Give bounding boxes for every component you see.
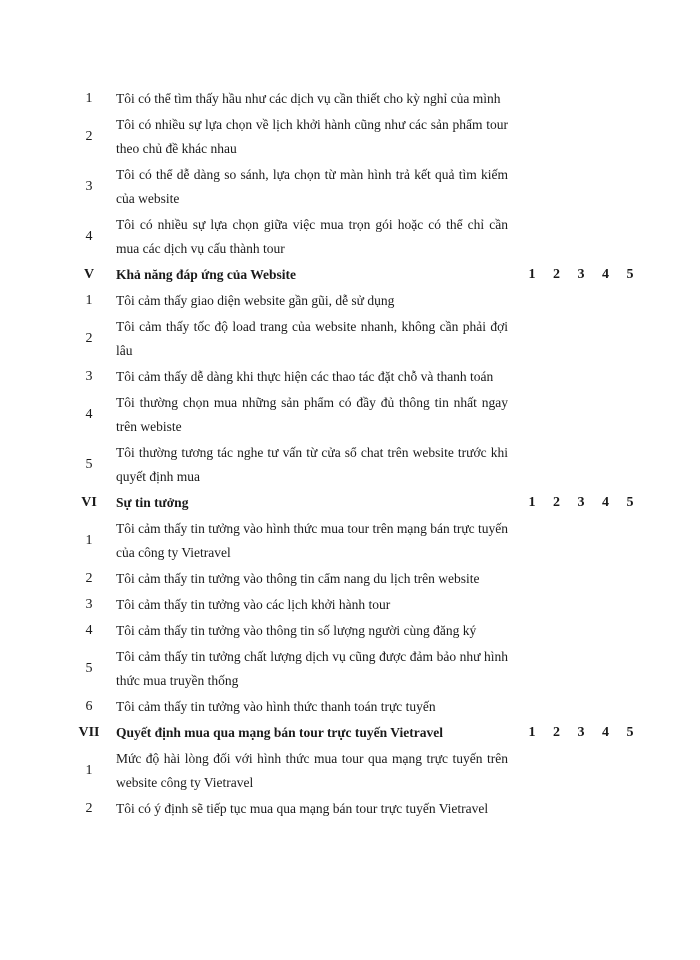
survey-item bbox=[62, 365, 642, 389]
item-statement: Tôi có thể tìm thấy hầu như các dịch vụ cần thiết cho kỳ nghỉ của mình bbox=[116, 91, 501, 106]
item-number: 5 bbox=[85, 457, 93, 472]
scale-value: 5 bbox=[626, 267, 634, 282]
item-statement: Tôi cảm thấy tin tưởng vào hình thức mua tour trên mạng bán trực tuyến của công ty Vietravel bbox=[116, 521, 508, 560]
section-header bbox=[62, 491, 642, 515]
survey-item bbox=[62, 87, 642, 111]
item-number: 2 bbox=[85, 129, 93, 144]
item-number: 2 bbox=[85, 571, 93, 586]
survey-document bbox=[62, 87, 642, 823]
item-statement: Tôi cảm thấy tốc độ load trang của website nhanh, không cần phải đợi lâu bbox=[116, 319, 508, 358]
survey-item bbox=[62, 289, 642, 313]
item-number: 3 bbox=[85, 597, 93, 612]
scale-value: 4 bbox=[602, 495, 609, 510]
item-number: 2 bbox=[85, 801, 93, 816]
item-number: 1 bbox=[85, 763, 93, 778]
survey-item bbox=[62, 113, 642, 161]
rating-scale bbox=[508, 495, 642, 511]
scale-value: 4 bbox=[602, 725, 609, 740]
item-statement: Tôi có thể dễ dàng so sánh, lựa chọn từ màn hình trả kết quả tìm kiếm của website bbox=[116, 167, 508, 206]
item-number: 6 bbox=[85, 699, 93, 714]
section-header bbox=[62, 263, 642, 287]
scale-value: 3 bbox=[577, 495, 585, 510]
item-statement: Tôi cảm thấy tin tưởng chất lượng dịch vụ cũng được đảm bảo như hình thức mua truyền thống bbox=[116, 649, 508, 688]
item-number: 4 bbox=[85, 623, 93, 638]
item-number: 2 bbox=[85, 331, 93, 346]
survey-item bbox=[62, 747, 642, 795]
item-statement: Tôi cảm thấy giao diện website gần gũi, dễ sử dụng bbox=[116, 293, 395, 308]
survey-item bbox=[62, 645, 642, 693]
item-number: 4 bbox=[85, 229, 93, 244]
item-statement: Tôi có nhiều sự lựa chọn về lịch khởi hành cũng như các sản phẩm tour theo chủ đề khác nhau bbox=[116, 117, 508, 156]
item-statement: Tôi cảm thấy tin tưởng vào các lịch khởi hành tour bbox=[116, 597, 391, 612]
rating-scale bbox=[508, 725, 642, 741]
section-header bbox=[62, 721, 642, 745]
item-number: 3 bbox=[85, 179, 93, 194]
rating-scale bbox=[508, 267, 642, 283]
item-statement: Tôi có ý định sẽ tiếp tục mua qua mạng bán tour trực tuyến Vietravel bbox=[116, 801, 489, 816]
section-numeral: V bbox=[83, 267, 95, 282]
scale-value: 4 bbox=[602, 267, 609, 282]
survey-item bbox=[62, 695, 642, 719]
section-numeral: VI bbox=[81, 495, 97, 510]
scale-value: 5 bbox=[626, 725, 634, 740]
survey-item bbox=[62, 315, 642, 363]
survey-item bbox=[62, 213, 642, 261]
section-title: Quyết định mua qua mạng bán tour trực tuyến Vietravel bbox=[116, 725, 443, 740]
scale-value: 2 bbox=[553, 267, 560, 282]
scale-value: 3 bbox=[577, 725, 585, 740]
scale-value: 3 bbox=[577, 267, 585, 282]
item-statement: Tôi cảm thấy tin tưởng vào thông tin số lượng người cùng đăng ký bbox=[116, 623, 477, 638]
scale-value: 2 bbox=[553, 725, 560, 740]
item-statement: Tôi cảm thấy dễ dàng khi thực hiện các thao tác đặt chỗ và thanh toán bbox=[116, 369, 494, 384]
scale-value: 2 bbox=[553, 495, 560, 510]
survey-item bbox=[62, 567, 642, 591]
scale-value: 1 bbox=[528, 267, 536, 282]
item-statement: Mức độ hài lòng đối với hình thức mua tour qua mạng trực tuyến trên website công ty Vietravel bbox=[116, 751, 508, 790]
item-number: 1 bbox=[85, 293, 93, 308]
item-statement: Tôi có nhiều sự lựa chọn giữa việc mua trọn gói hoặc có thể chỉ cần mua các dịch vụ cấu thành tour bbox=[116, 217, 508, 256]
scale-value: 1 bbox=[528, 495, 536, 510]
section-title: Sự tin tưởng bbox=[116, 495, 189, 510]
item-statement: Tôi cảm thấy tin tưởng vào hình thức thanh toán trực tuyến bbox=[116, 699, 436, 714]
item-number: 4 bbox=[85, 407, 93, 422]
item-number: 5 bbox=[85, 661, 93, 676]
item-statement: Tôi thường chọn mua những sản phẩm có đầy đủ thông tin nhất ngay trên webiste bbox=[116, 395, 508, 434]
survey-item bbox=[62, 391, 642, 439]
survey-item bbox=[62, 797, 642, 821]
survey-item bbox=[62, 517, 642, 565]
item-number: 3 bbox=[85, 369, 93, 384]
section-title: Khả năng đáp ứng của Website bbox=[116, 267, 297, 282]
scale-value: 1 bbox=[528, 725, 536, 740]
survey-item bbox=[62, 619, 642, 643]
item-number: 1 bbox=[85, 533, 93, 548]
survey-item bbox=[62, 163, 642, 211]
item-statement: Tôi cảm thấy tin tưởng vào thông tin cẩm nang du lịch trên website bbox=[116, 571, 480, 586]
item-statement: Tôi thường tương tác nghe tư vấn từ cửa sổ chat trên website trước khi quyết định mua bbox=[116, 445, 508, 484]
item-number: 1 bbox=[85, 91, 93, 106]
section-numeral: VII bbox=[78, 725, 100, 740]
scale-value: 5 bbox=[626, 495, 634, 510]
survey-item bbox=[62, 441, 642, 489]
survey-item bbox=[62, 593, 642, 617]
